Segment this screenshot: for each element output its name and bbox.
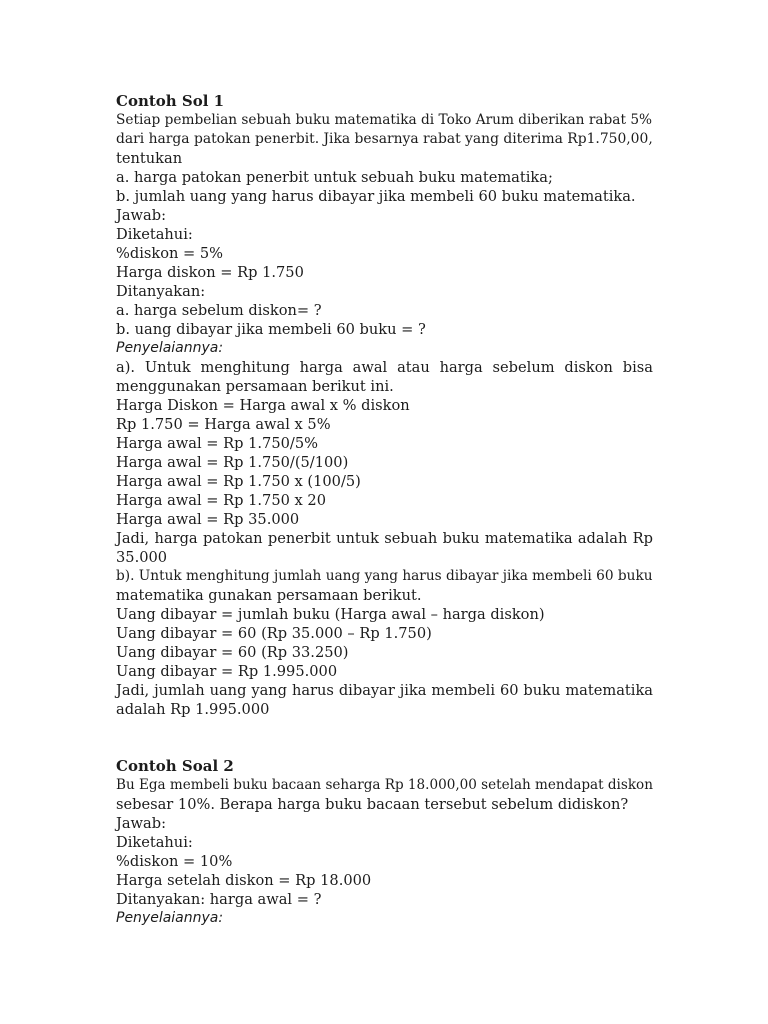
soal-1-asked-item: b. uang dibayar jika membeli 60 buku = ? [116,321,426,338]
soal-1-ditanyakan-label: Ditanyakan: [116,283,206,300]
soal-2-known-item: Harga setelah diskon = Rp 18.000 [116,872,372,889]
soal-1-step-line: Uang dibayar = 60 (Rp 33.250) [116,644,349,661]
soal-1-jawab-label: Jawab: [116,207,167,224]
section-spacer [116,719,653,757]
soal-1-part-b-intro: b). Untuk menghitung jumlah uang yang harus dibayar jika membeli 60 buku [116,568,653,584]
document-page [116,92,653,928]
soal-1-part-a-intro: menggunakan persamaan berikut ini. [116,378,394,395]
soal-1-diketahui-label: Diketahui: [116,226,193,243]
soal-1-step-line: Harga awal = Rp 1.750 x (100/5) [116,473,361,490]
soal-1-step-line: Harga awal = Rp 1.750/(5/100) [116,454,349,471]
soal-2-intro-line: sebesar 10%. Berapa harga buku bacaan tersebut sebelum didiskon? [116,796,629,813]
soal-1-known-item: %diskon = 5% [116,245,224,262]
soal-2-jawab-label: Jawab: [116,815,167,832]
soal-1-step-line: Uang dibayar = 60 (Rp 35.000 – Rp 1.750) [116,625,432,642]
soal-2-known-item: %diskon = 10% [116,853,233,870]
soal-1-part-a-conclusion: Jadi, harga patokan penerbit untuk sebuah buku matematika adalah Rp [116,530,653,547]
soal-1-title: Contoh Sol 1 [116,92,225,110]
soal-1-question-a: a. harga patokan penerbit untuk sebuah buku matematika; [116,169,553,186]
soal-1-step-line: Uang dibayar = Rp 1.995.000 [116,663,338,680]
soal-2-penyelesaian-label: Penyelaiannya: [116,910,224,926]
soal-1-step-line: Harga Diskon = Harga awal x % diskon [116,397,410,414]
soal-1-step-line: Uang dibayar = jumlah buku (Harga awal – harga diskon) [116,606,545,623]
soal-1-intro-line: tentukan [116,150,183,167]
soal-1-part-b-conclusion: adalah Rp 1.995.000 [116,701,270,718]
soal-1-part-b-conclusion: Jadi, jumlah uang yang harus dibayar jika membeli 60 buku matematika [116,682,653,699]
soal-2-intro-line: Bu Ega membeli buku bacaan seharga Rp 18.000,00 setelah mendapat diskon [116,777,653,793]
soal-1-step-line: Harga awal = Rp 1.750 x 20 [116,492,326,509]
soal-1-step-line: Rp 1.750 = Harga awal x 5% [116,416,331,433]
soal-1-known-item: Harga diskon = Rp 1.750 [116,264,304,281]
soal-1-part-a-intro: a). Untuk menghitung harga awal atau harga sebelum diskon bisa [116,359,653,376]
soal-1-part-a-conclusion: 35.000 [116,549,168,566]
soal-2-diketahui-label: Diketahui: [116,834,193,851]
soal-2-ditanyakan-label: Ditanyakan: harga awal = ? [116,891,322,908]
soal-1-step-line: Harga awal = Rp 35.000 [116,511,300,528]
soal-1-intro-line: dari harga patokan penerbit. Jika besarnya rabat yang diterima Rp1.750,00, [116,131,653,147]
soal-1-asked-item: a. harga sebelum diskon= ? [116,302,322,319]
soal-1-penyelesaian-label: Penyelaiannya: [116,340,224,356]
soal-1-part-b-intro: matematika gunakan persamaan berikut. [116,587,422,604]
soal-1-step-line: Harga awal = Rp 1.750/5% [116,435,318,452]
soal-2-title: Contoh Soal 2 [116,757,234,775]
soal-1-question-b: b. jumlah uang yang harus dibayar jika membeli 60 buku matematika. [116,188,636,205]
soal-1-intro-line: Setiap pembelian sebuah buku matematika di Toko Arum diberikan rabat 5% [116,112,653,128]
